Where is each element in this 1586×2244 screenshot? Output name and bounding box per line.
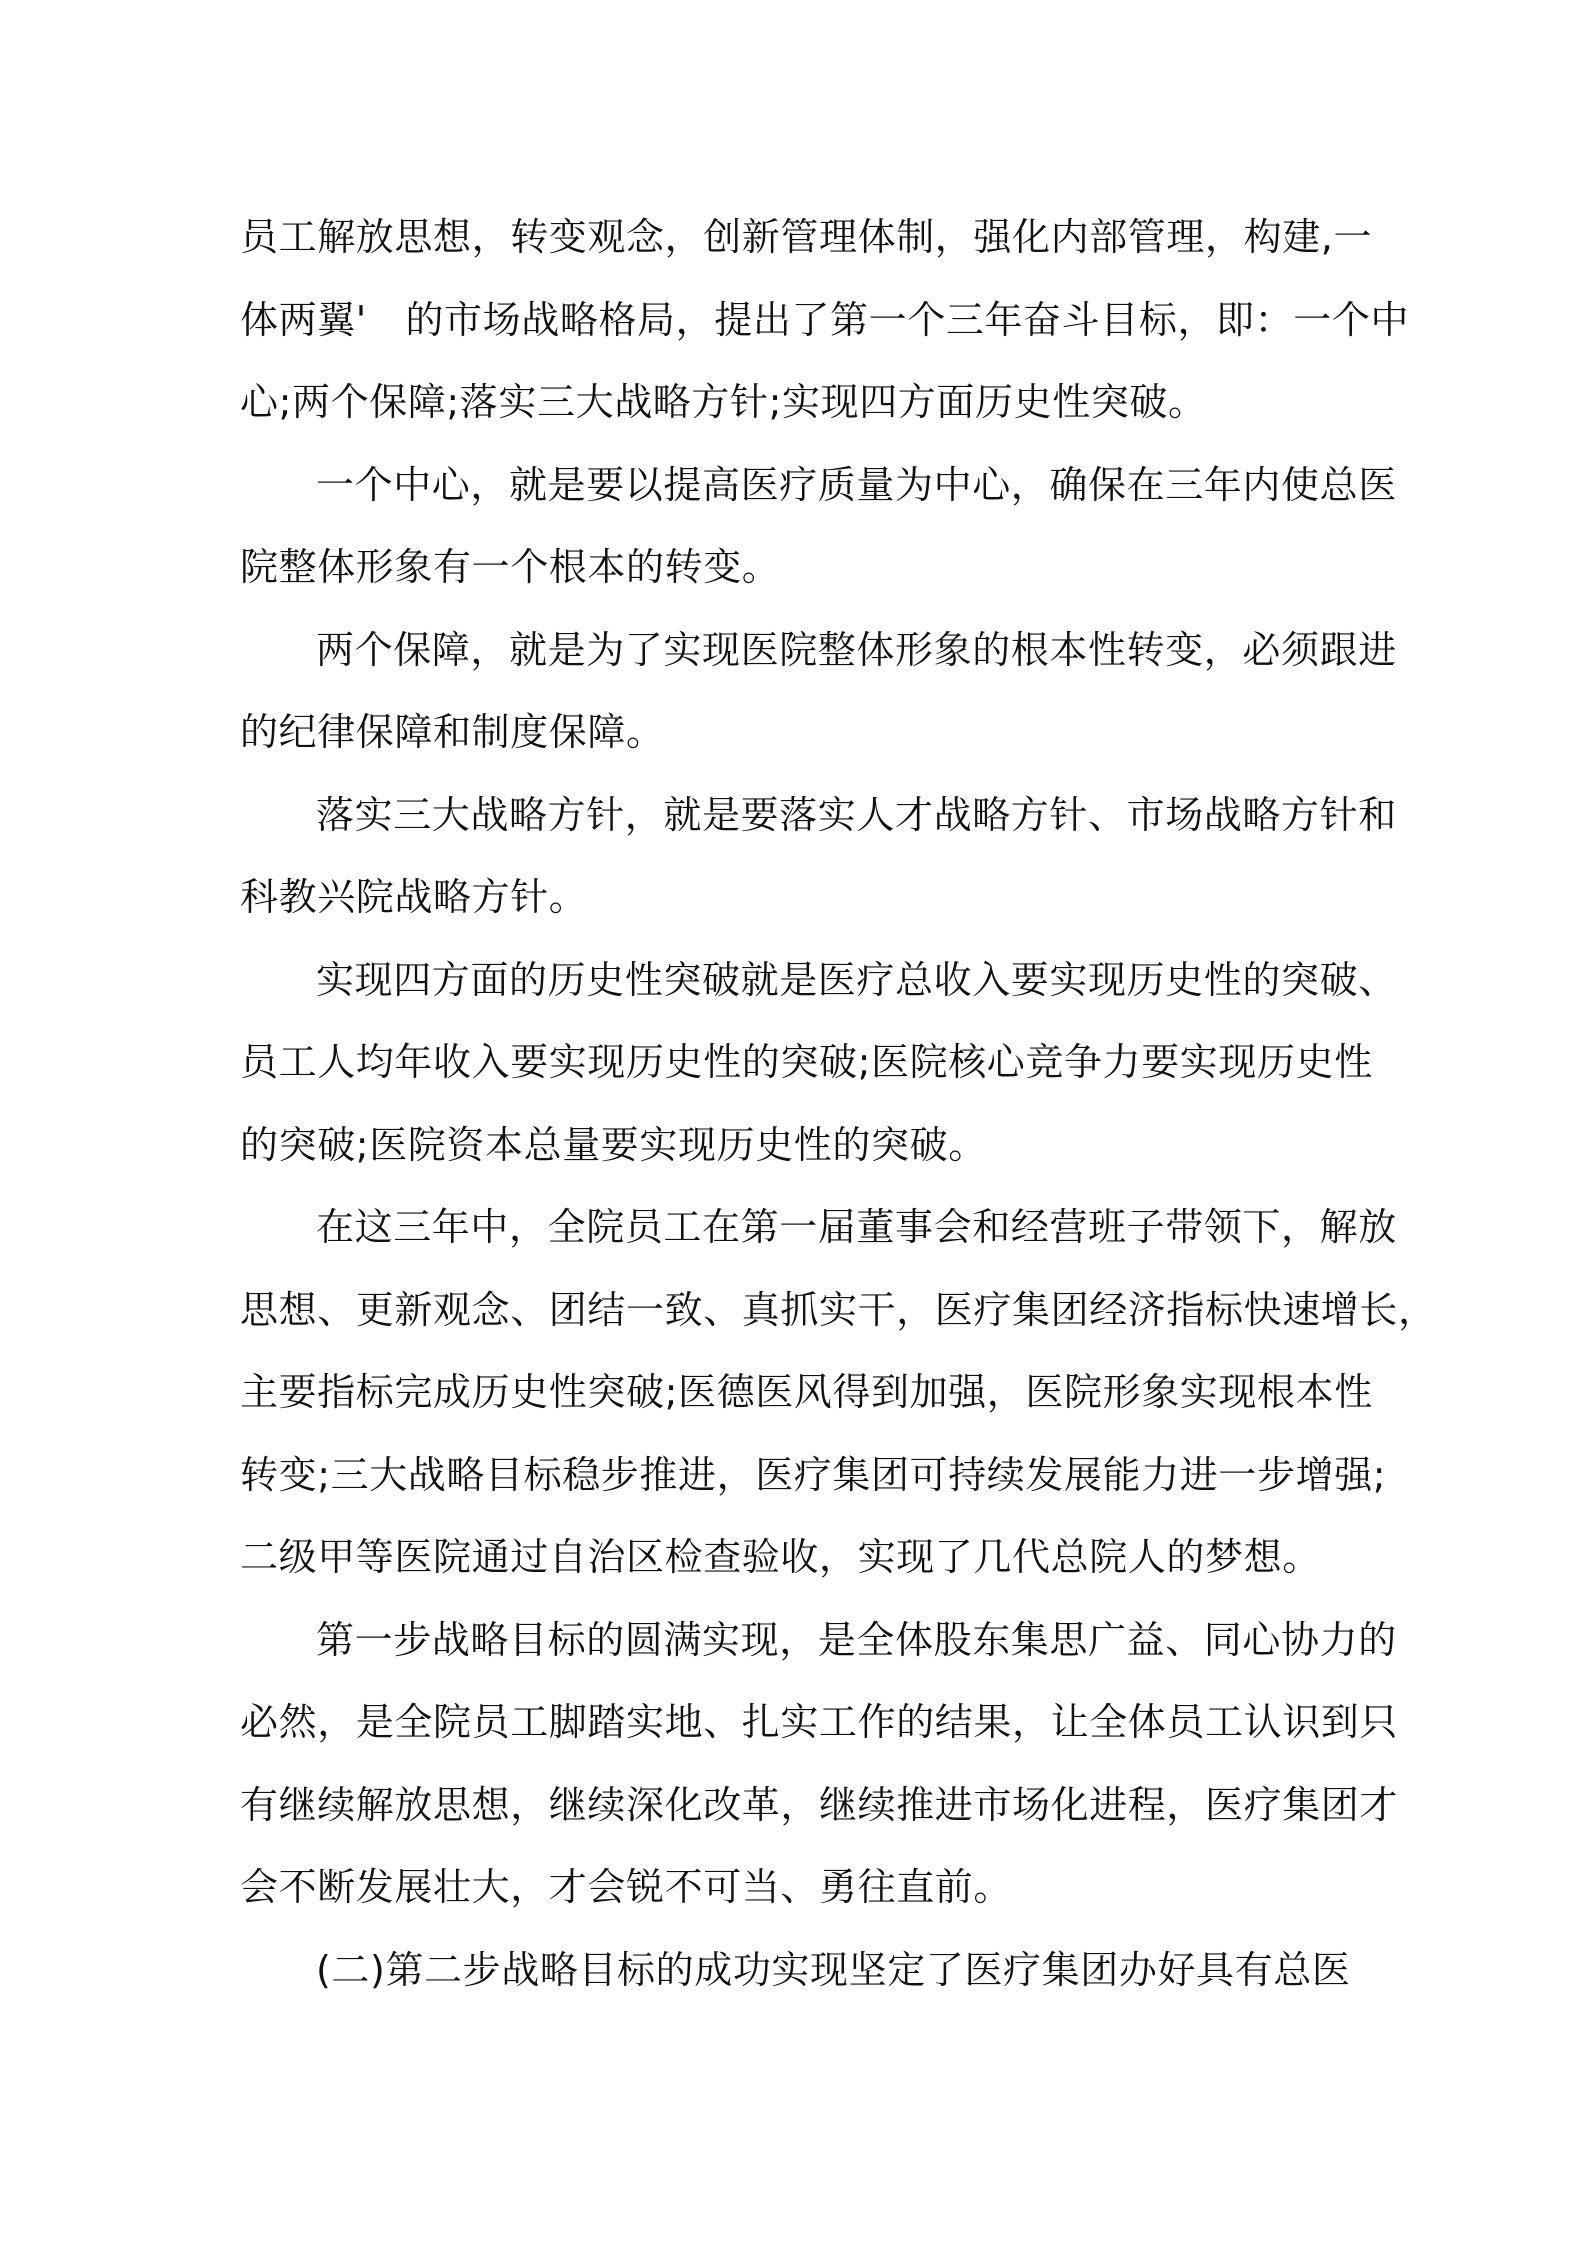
text-line: 心;两个保障;落实三大战略方针;实现四方面历史性突破。	[240, 380, 1207, 424]
text-line: 体两翼' 的市场战略格局，提出了第一个三年奋斗目标，即：一个中	[240, 297, 1410, 342]
text-line: 主要指标完成历史性突破;医德医风得到加强，医院形象实现根本性	[240, 1370, 1373, 1414]
text-line: 思想、更新观念、团结一致、真抓实干，医疗集团经济指标快速增长，	[240, 1287, 1437, 1332]
text-line: 二级甲等医院通过自治区检查验收，实现了几代总院人的梦想。	[240, 1535, 1321, 1579]
text-line: 会不断发展壮大，才会锐不可当、勇往直前。	[240, 1865, 1013, 1909]
text-line: 有继续解放思想，继续深化改革，继续推进市场化进程，医疗集团才	[240, 1782, 1399, 1827]
section-heading-line: (二)第二步战略目标的成功实现坚定了医疗集团办好具有总医	[316, 1947, 1351, 1992]
text-line: 员工解放思想，转变观念，创新管理体制，强化内部管理，构建,一	[240, 215, 1373, 259]
text-line: 院整体形象有一个根本的转变。	[240, 545, 781, 589]
paragraph-first-line: 两个保障，就是为了实现医院整体形象的根本性转变，必须跟进	[316, 627, 1397, 672]
paragraph-first-line: 落实三大战略方针，就是要落实人才战略方针、市场战略方针和	[316, 792, 1397, 837]
text-line: 员工人均年收入要实现历史性的突破;医院核心竞争力要实现历史性	[240, 1040, 1373, 1084]
paragraph-first-line: 一个中心，就是要以提高医疗质量为中心，确保在三年内使总医	[316, 462, 1397, 507]
text-line: 的纪律保障和制度保障。	[240, 710, 665, 754]
paragraph-first-line: 实现四方面的历史性突破就是医疗总收入要实现历史性的突破、	[316, 957, 1397, 1002]
text-line: 的突破;医院资本总量要实现历史性的突破。	[240, 1122, 987, 1167]
text-line: 必然，是全院员工脚踏实地、扎实工作的结果，让全体员工认识到只	[240, 1700, 1399, 1744]
text-line: 科教兴院战略方针。	[240, 875, 588, 919]
paragraph-first-line: 第一步战略目标的圆满实现，是全体股东集思广益、同心协力的	[316, 1617, 1397, 1662]
text-line: 转变;三大战略目标稳步推进，医疗集团可持续发展能力进一步增强;	[240, 1452, 1387, 1497]
paragraph-first-line: 在这三年中，全院员工在第一届董事会和经营班子带领下，解放	[316, 1205, 1397, 1249]
document-body	[240, 196, 1437, 2011]
